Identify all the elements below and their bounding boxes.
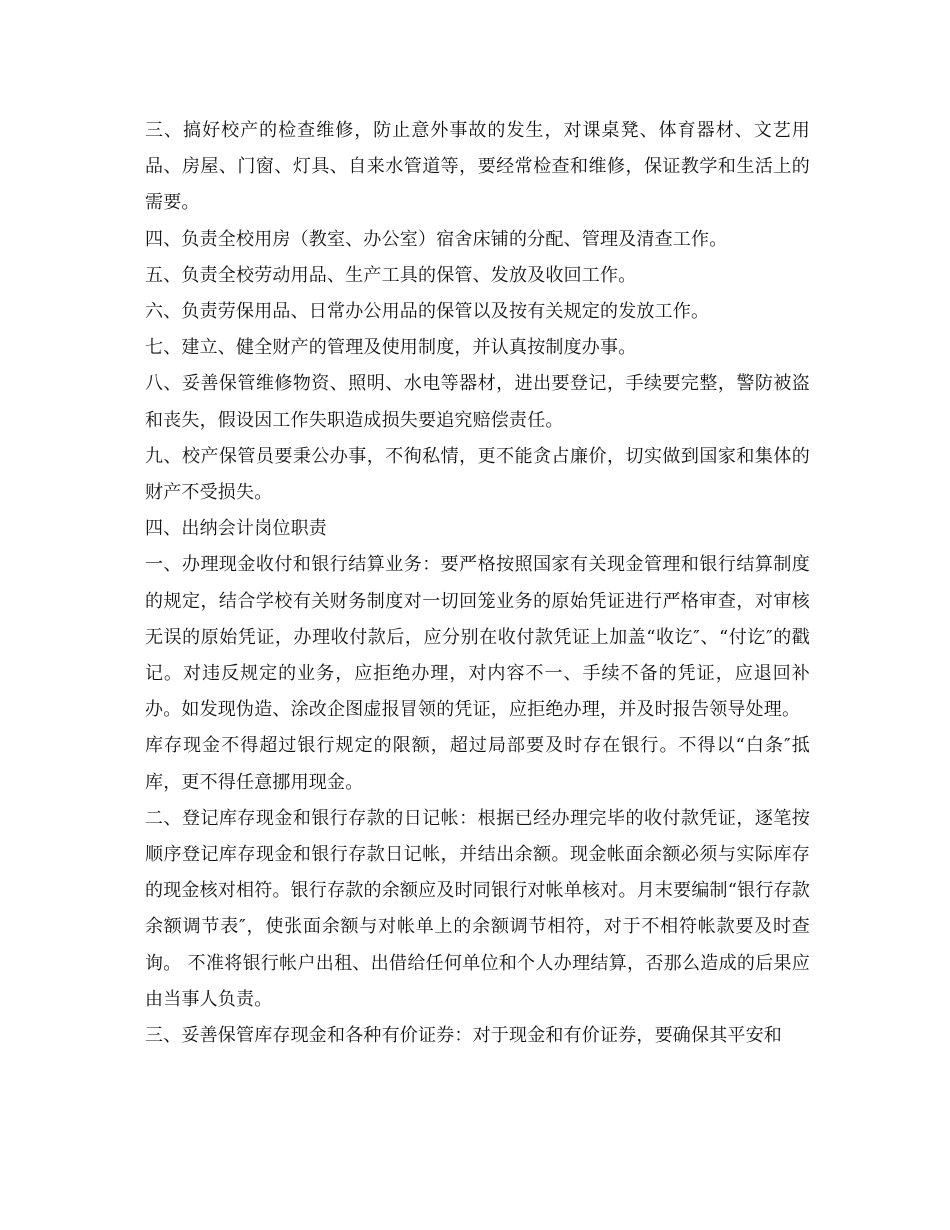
paragraph-cash-settlement: 一、办理现金收付和银行结算业务：要严格按照国家有关现金管理和银行结算制度的规定，结合学校有关财务制度对一切回笼业务的原始凭证进行严格审查，对审核无误的原始凭证，办理收付款后，应分别在收付款凭证上加盖“收讫″、“付讫″的戳记。对违反规定的业务，应拒绝办理，对内容不一、手续不备的凭证，应退回补办。如发现伪造、涂改企图虚报冒领的凭证，应拒绝办理，并及时报告领导处理。	[145, 554, 810, 721]
paragraph-cash-limit: 库存现金不得超过银行规定的限额，超过局部要及时存在银行。不得以“白条″抵库，更不得任意挪用现金。	[145, 735, 810, 793]
document-body	[145, 113, 810, 1054]
paragraph-safekeeping: 三、妥善保管库存现金和各种有价证券：对于现金和有价证券，要确保其平安和	[145, 1025, 782, 1047]
paragraph-office-supplies: 六、负责劳保用品、日常办公用品的保管以及按有关规定的发放工作。	[145, 301, 710, 323]
paragraph-materials: 八、妥善保管维修物资、照明、水电等器材，进出要登记，手续要完整，警防被盗和丧失，假设因工作失职造成损失要追究赔偿责任。	[145, 373, 810, 431]
paragraph-maintenance: 三、搞好校产的检查维修，防止意外事故的发生，对课桌凳、体育器材、文艺用品、房屋、门窗、灯具、自来水管道等，要经常检查和维修，保证教学和生活上的需要。	[145, 120, 810, 214]
paragraph-journal: 二、登记库存现金和银行存款的日记帐：根据已经办理完毕的收付款凭证，逐笔按顺序登记库存现金和银行存款日记帐，并结出余额。现金帐面余额必须与实际库存的现金核对相符。银行存款的余额应及时同银行对帐单核对。月末要编制“银行存款余额调节表″，使张面余额与对帐单上的余额调节相符，对于不相符帐款要及时查询。 不准将银行帐户出租、出借给任何单位和个人办理结算，否那么造成的后果应由当事人负责。	[145, 807, 810, 1010]
section-heading-cashier: 四、出纳会计岗位职责	[145, 518, 327, 540]
paragraph-property-rules: 七、建立、健全财产的管理及使用制度，并认真按制度办事。	[145, 337, 637, 359]
paragraph-integrity: 九、校产保管员要秉公办事，不徇私情，更不能贪占廉价，切实做到国家和集体的财产不受损失。	[145, 445, 810, 504]
paragraph-housing: 四、负责全校用房（教室、办公室）宿舍床铺的分配、管理及清查工作。	[145, 228, 728, 250]
paragraph-labor-supplies: 五、负责全校劳动用品、生产工具的保管、发放及收回工作。	[145, 264, 637, 286]
